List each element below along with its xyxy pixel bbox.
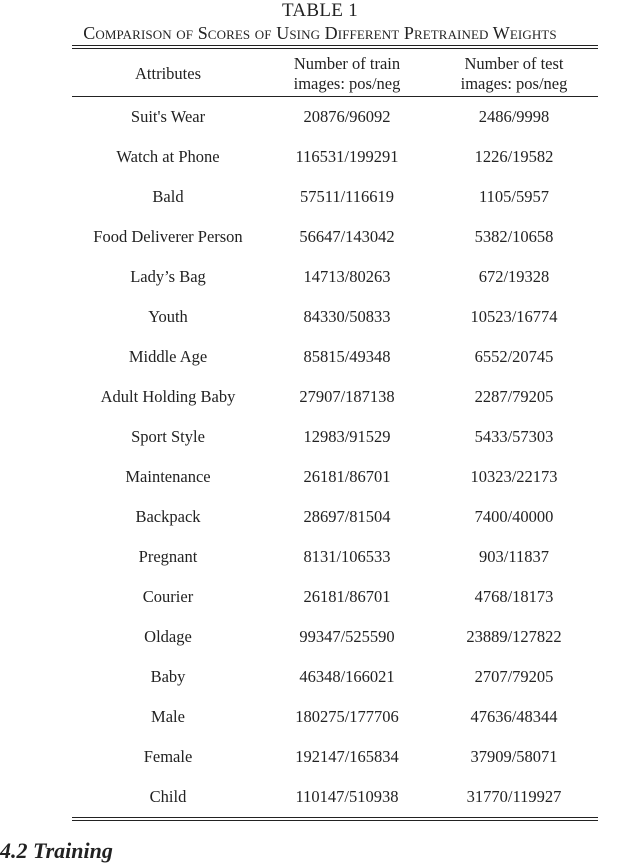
cell-train: 28697/81504 — [303, 507, 391, 526]
bottom-rule-inner — [72, 817, 598, 818]
cell-test: 47636/48344 — [470, 707, 558, 726]
cell-test: 2287/79205 — [474, 387, 554, 406]
top-rule-inner — [72, 48, 598, 49]
cell-attribute: Child — [149, 787, 187, 806]
table-row — [72, 98, 598, 138]
cell-train: 14713/80263 — [303, 267, 391, 286]
table-row — [72, 338, 598, 378]
cell-attribute: Bald — [152, 187, 184, 206]
cell-test: 5382/10658 — [474, 227, 554, 246]
table-row — [72, 618, 598, 658]
cell-train: 26181/86701 — [303, 467, 391, 486]
cell-attribute: Courier — [142, 587, 194, 606]
table-row — [72, 178, 598, 218]
table-row — [72, 698, 598, 738]
table-row — [72, 658, 598, 698]
cell-attribute: Adult Holding Baby — [100, 387, 236, 406]
table-row — [72, 538, 598, 578]
cell-test: 37909/58071 — [470, 747, 558, 766]
cell-train: 192147/165834 — [295, 747, 399, 766]
table-row — [72, 138, 598, 178]
cell-train: 56647/143042 — [299, 227, 395, 246]
table-label: TABLE 1 — [281, 0, 359, 21]
cell-train: 116531/199291 — [295, 147, 399, 166]
bottom-rule-outer — [72, 820, 598, 821]
table-row — [72, 578, 598, 618]
cell-attribute: Youth — [148, 307, 188, 326]
cell-attribute: Middle Age — [128, 347, 208, 366]
table-body — [72, 98, 598, 818]
cell-test: 5433/57303 — [474, 427, 554, 446]
cell-test: 31770/119927 — [466, 787, 562, 806]
table-row — [72, 738, 598, 778]
cell-attribute: Oldage — [144, 627, 192, 646]
cell-attribute: Baby — [150, 667, 186, 686]
section-heading: 4.2 Training — [0, 838, 113, 863]
header-attributes: Attributes — [135, 64, 201, 83]
cell-attribute: Food Deliverer Person — [93, 227, 243, 246]
cell-test: 6552/20745 — [474, 347, 554, 366]
cell-test: 1226/19582 — [474, 147, 554, 166]
table-row — [72, 218, 598, 258]
cell-train: 85815/49348 — [303, 347, 391, 366]
table-caption: Comparison of Scores of Using Different Pretrained Weights — [83, 23, 557, 43]
cell-test: 7400/40000 — [474, 507, 554, 526]
cell-train: 180275/177706 — [295, 707, 399, 726]
cell-attribute: Backpack — [135, 507, 201, 526]
table-row — [72, 378, 598, 418]
cell-attribute: Pregnant — [138, 547, 198, 566]
table-row — [72, 778, 598, 818]
cell-attribute: Lady’s Bag — [130, 267, 206, 286]
table-row — [72, 298, 598, 338]
cell-train: 99347/525590 — [299, 627, 395, 646]
cell-train: 84330/50833 — [303, 307, 391, 326]
cell-attribute: Female — [143, 747, 193, 766]
header-test-line2: images: pos/neg — [460, 74, 568, 93]
table-row — [72, 498, 598, 538]
header-test-line1: Number of test — [464, 54, 564, 73]
cell-attribute: Maintenance — [125, 467, 211, 486]
cell-attribute: Male — [151, 707, 185, 726]
top-rule-outer — [72, 45, 598, 46]
cell-test: 1105/5957 — [479, 187, 549, 206]
cell-train: 20876/96092 — [303, 107, 391, 126]
header-train — [264, 54, 430, 94]
cell-test: 23889/127822 — [466, 627, 562, 646]
cell-train: 12983/91529 — [303, 427, 391, 446]
header-train-line1: Number of train — [293, 54, 401, 73]
cell-test: 4768/18173 — [474, 587, 554, 606]
cell-test: 2707/79205 — [474, 667, 554, 686]
cell-train: 26181/86701 — [303, 587, 391, 606]
cell-attribute: Sport Style — [131, 427, 205, 446]
cell-test: 2486/9998 — [478, 107, 550, 126]
table-header — [72, 53, 598, 95]
header-test — [430, 54, 598, 94]
cell-attribute: Suit's Wear — [130, 107, 206, 126]
table-row — [72, 458, 598, 498]
table-row — [72, 418, 598, 458]
cell-test: 10323/22173 — [470, 467, 558, 486]
header-train-line2: images: pos/neg — [293, 74, 401, 93]
cell-train: 57511/116619 — [299, 187, 395, 206]
cell-train: 110147/510938 — [295, 787, 399, 806]
cell-train: 27907/187138 — [299, 387, 395, 406]
cell-train: 8131/106533 — [303, 547, 391, 566]
cell-train: 46348/166021 — [299, 667, 395, 686]
cell-attribute: Watch at Phone — [116, 147, 220, 166]
cell-test: 672/19328 — [478, 267, 550, 286]
table-row — [72, 258, 598, 298]
cell-test: 903/11837 — [479, 547, 549, 566]
cell-test: 10523/16774 — [470, 307, 558, 326]
